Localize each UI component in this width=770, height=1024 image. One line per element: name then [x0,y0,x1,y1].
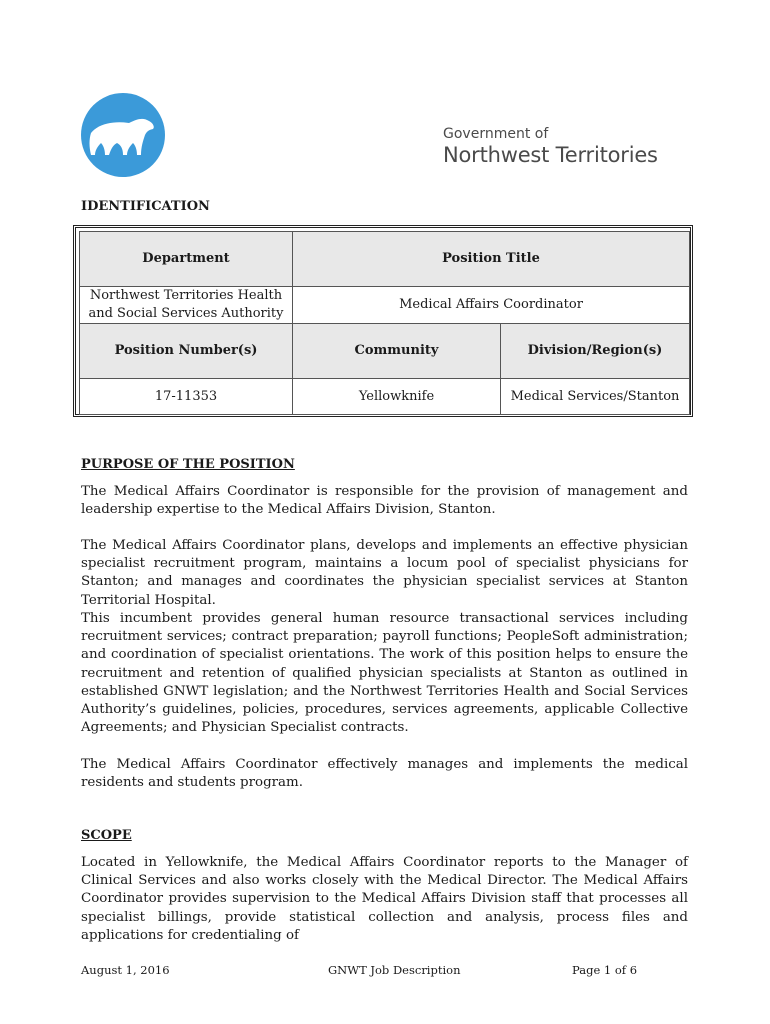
community-value: Yellowknife [292,378,501,415]
identification-table [73,225,693,417]
identification-heading: IDENTIFICATION [81,199,210,214]
title-label: Position Title [292,231,690,287]
purpose-paragraph-4: The Medical Affairs Coordinator effectively manages and implements the medical residents and students program. [81,757,688,791]
footer-date: August 1, 2016 [81,963,170,977]
number-label: Position Number(s) [79,323,293,379]
purpose-paragraph-2: The Medical Affairs Coordinator plans, develops and implements an effective physician specialist recruitment program, maintains a locum pool of specialist physicians for Stanton; and manages and coordinates the physician specialist services at Stanton Territorial Hospital. [81,538,688,608]
purpose-paragraph-3: This incumbent provides general human resource transactional services including recruitment services; contract preparation; payroll functions; PeopleSoft administration; and coordination of specialist orientations. The work of this position helps to ensure the recruitment and retention of qualified physician specialists at Stanton as outlined in established GNWT legislation; and the Northwest Territories Health and Social Services Authority’s guidelines, policies, procedures, services agreements, applicable Collective Agreements; and Physician Specialist contracts. [81,611,688,736]
purpose-paragraph-1: The Medical Affairs Coordinator is responsible for the provision of management and leadership expertise to the Medical Affairs Division, Stanton. [81,484,688,518]
dept-label: Department [79,231,293,287]
division-value: Medical Services/Stanton [500,378,690,415]
community-label: Community [292,323,501,379]
purpose-heading: PURPOSE OF THE POSITION [81,457,295,472]
title-value: Medical Affairs Coordinator [292,286,690,324]
scope-heading: SCOPE [81,828,132,843]
polar-bear-logo-icon [81,93,165,177]
gov-line2: Northwest Territories [443,143,658,167]
footer-center: GNWT Job Description [328,963,461,977]
division-label: Division/Region(s) [500,323,690,379]
dept-value: Northwest Territories Health and Social Services Authority [79,286,293,324]
gov-line1: Government of [443,126,549,142]
scope-paragraph: Located in Yellowknife, the Medical Affairs Coordinator reports to the Manager of Clinical Services and also works closely with the Medical Director. The Medical Affairs Coordinator provides supervision to the Medical Affairs Division staff that processes all specialist billings, provide statistical collection and analysis, process files and applications for credentialing of [81,855,688,943]
footer-page: Page 1 of 6 [572,963,638,977]
government-wordmark [443,126,658,168]
number-value: 17-11353 [79,378,293,415]
